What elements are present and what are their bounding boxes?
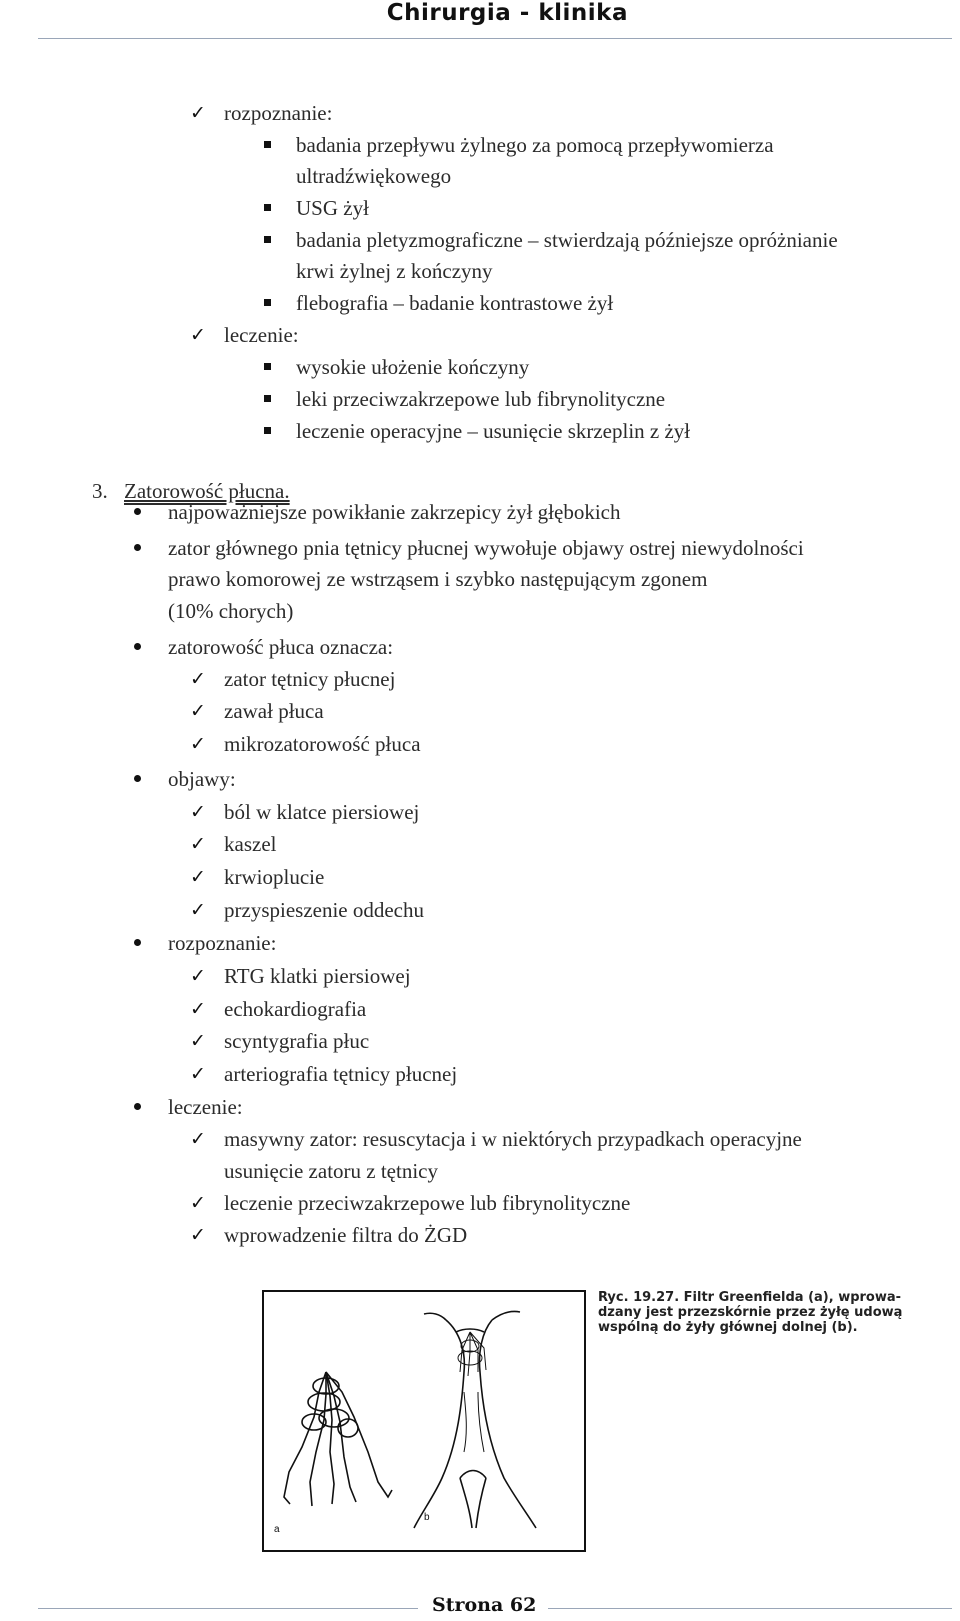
page-header — [0, 0, 960, 40]
list-item: arteriografia tętnicy płucnej — [224, 1062, 458, 1086]
square-bullet-icon — [264, 236, 271, 243]
footer-rule — [38, 1608, 418, 1609]
check-icon: ✓ — [190, 733, 206, 755]
check-icon: ✓ — [190, 1192, 206, 1214]
check-icon: ✓ — [190, 801, 206, 823]
check-icon: ✓ — [190, 324, 206, 346]
list-item: flebografia – badanie kontrastowe żył — [296, 291, 614, 315]
page-number: Strona 62 — [432, 1594, 537, 1616]
list-item: RTG klatki piersiowej — [224, 964, 411, 988]
list-item: prawo komorowej ze wstrząsem i szybko następującym zgonem — [168, 567, 708, 591]
header-title: Chirurgia - klinika — [386, 0, 628, 26]
bullet-icon — [134, 1103, 141, 1110]
caption-line: Ryc. 19.27. Filtr Greenfielda (a), wprowa- — [598, 1290, 902, 1305]
check-icon: ✓ — [190, 899, 206, 921]
list-item: leczenie przeciwzakrzepowe lub fibrynolityczne — [224, 1191, 631, 1215]
list-item: wprowadzenie filtra do ŻGD — [224, 1223, 468, 1247]
list-item: krwi żylnej z kończyny — [296, 259, 493, 283]
caption-line: dzany jest przezskórnie przez żyłę udową — [598, 1305, 903, 1320]
list-item: badania pletyzmograficzne – stwierdzają późniejsze opróżnianie — [296, 228, 838, 252]
greenfield-filter-figure — [262, 1290, 586, 1552]
label-a: a — [274, 1524, 280, 1535]
caption-line: wspólną do żyły głównej dolnej (b). — [598, 1320, 858, 1335]
check-icon: ✓ — [190, 1128, 206, 1150]
list-item: rozpoznanie: — [168, 931, 277, 955]
list-item: zatorowość płuca oznacza: — [168, 635, 394, 659]
check-icon: ✓ — [190, 102, 206, 124]
list-item: najpoważniejsze powikłanie zakrzepicy żył głębokich — [168, 500, 621, 524]
list-item: echokardiografia — [224, 997, 367, 1021]
list-item: zawał płuca — [224, 699, 324, 723]
section-title: Zatorowość płucna. — [124, 479, 290, 503]
list-item: objawy: — [168, 767, 236, 791]
list-item: masywny zator: resuscytacja i w niektórych przypadkach operacyjne — [224, 1127, 802, 1151]
bullet-icon — [134, 544, 141, 551]
footer-rule — [548, 1608, 952, 1609]
bullet-icon — [134, 643, 141, 650]
figure-caption — [598, 1290, 928, 1335]
filter-illustration — [264, 1292, 584, 1550]
check-icon: ✓ — [190, 998, 206, 1020]
header-rule — [38, 38, 952, 39]
list-item: (10% chorych) — [168, 599, 294, 623]
list-item: ultradźwiękowego — [296, 164, 452, 188]
check-icon: ✓ — [190, 866, 206, 888]
list-item: krwioplucie — [224, 865, 325, 889]
section-number: 3. — [92, 479, 108, 503]
square-bullet-icon — [264, 427, 271, 434]
list-item: wysokie ułożenie kończyny — [296, 355, 530, 379]
check-icon: ✓ — [190, 1030, 206, 1052]
list-item: zator głównego pnia tętnicy płucnej wywołuje objawy ostrej niewydolności — [168, 536, 804, 560]
list-item: leczenie: — [168, 1095, 243, 1119]
check-icon: ✓ — [190, 668, 206, 690]
list-item: badania przepływu żylnego za pomocą przepływomierza — [296, 133, 774, 157]
square-bullet-icon — [264, 141, 271, 148]
check-icon: ✓ — [190, 1063, 206, 1085]
list-item: scyntygrafia płuc — [224, 1029, 370, 1053]
list-item: mikrozatorowość płuca — [224, 732, 421, 756]
square-bullet-icon — [264, 395, 271, 402]
check-icon: ✓ — [190, 965, 206, 987]
square-bullet-icon — [264, 299, 271, 306]
list-item: USG żył — [296, 196, 369, 220]
list-item: ból w klatce piersiowej — [224, 800, 420, 824]
bullet-icon — [134, 508, 141, 515]
list-item: przyspieszenie oddechu — [224, 898, 425, 922]
list-item: kaszel — [224, 832, 277, 856]
bullet-icon — [134, 939, 141, 946]
check-icon: ✓ — [190, 700, 206, 722]
diagnosis-label: rozpoznanie: — [224, 101, 333, 125]
check-icon: ✓ — [190, 833, 206, 855]
list-item: leczenie operacyjne – usunięcie skrzeplin z żył — [296, 419, 691, 443]
list-item: usunięcie zatoru z tętnicy — [224, 1159, 438, 1183]
check-icon: ✓ — [190, 1224, 206, 1246]
label-b: b — [424, 1512, 430, 1523]
list-item: leki przeciwzakrzepowe lub fibrynolityczne — [296, 387, 666, 411]
square-bullet-icon — [264, 204, 271, 211]
square-bullet-icon — [264, 363, 271, 370]
bullet-icon — [134, 775, 141, 782]
list-item: zator tętnicy płucnej — [224, 667, 396, 691]
treatment-label: leczenie: — [224, 323, 299, 347]
